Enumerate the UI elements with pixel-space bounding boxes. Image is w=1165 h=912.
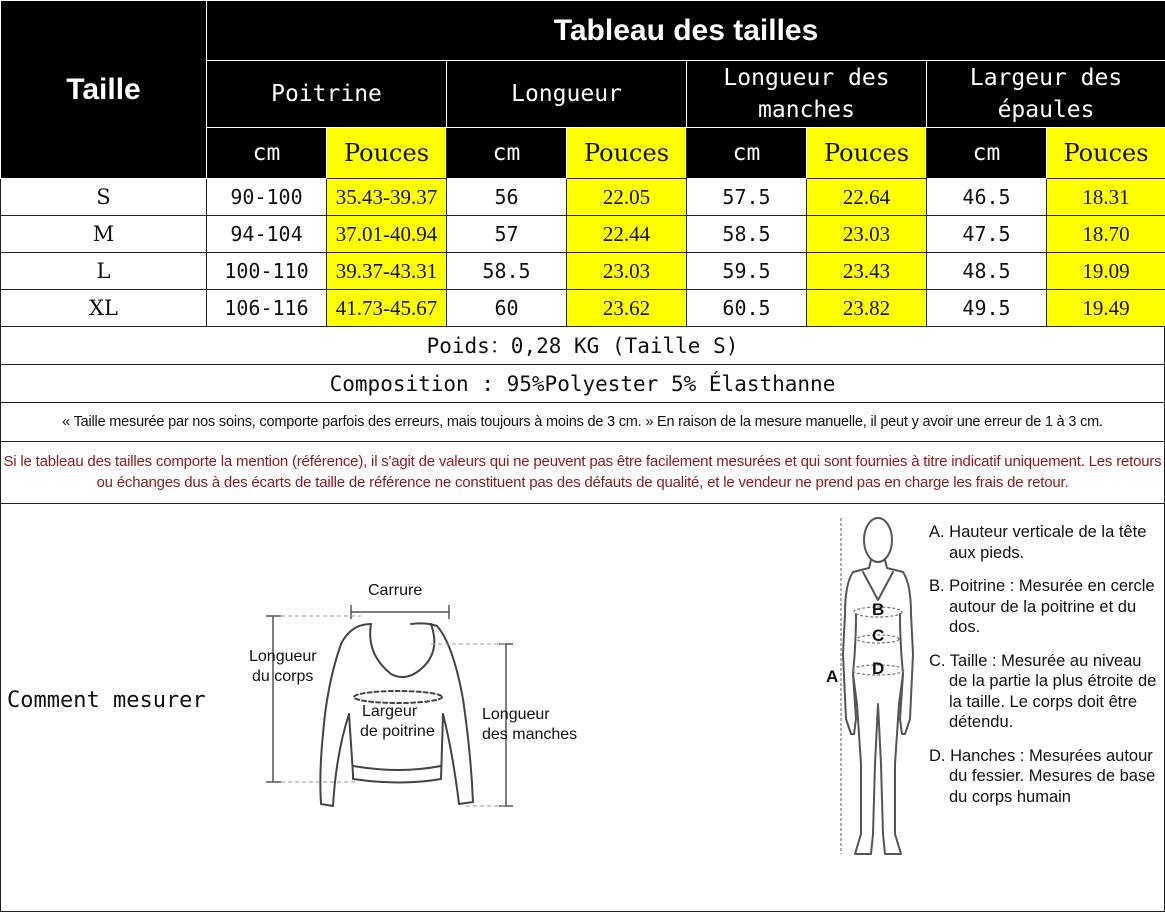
table-row [1, 290, 1165, 327]
sleeve-cm-cell: 60.5 [687, 290, 807, 327]
sleeve-inch-cell: 22.64 [807, 179, 927, 216]
shoulder-inch-cell: 19.49 [1047, 290, 1165, 327]
length-inch-cell: 23.03 [567, 253, 687, 290]
shoulder-cm-cell: 47.5 [927, 216, 1047, 253]
shoulder-cm-cell: 46.5 [927, 179, 1047, 216]
unit-inch-header: Pouces [807, 128, 927, 179]
sleeve-cm-cell: 57.5 [687, 179, 807, 216]
unit-inch-header: Pouces [327, 128, 447, 179]
definition-hips: D. Hanches : Mesurées autour du fessier. Mesures de base du corps humain [929, 746, 1156, 806]
unit-inch-header: Pouces [567, 128, 687, 179]
chest-inch-cell: 39.37-43.31 [327, 253, 447, 290]
height-marker-a: A [826, 667, 839, 686]
table-title: Tableau des tailles [207, 1, 1165, 61]
how-to-measure-section [0, 504, 1165, 912]
chest-cm-cell: 106-116 [207, 290, 327, 327]
length-inch-cell: 22.44 [567, 216, 687, 253]
chest-cm-cell: 94-104 [207, 216, 327, 253]
shoulder-inch-cell: 18.70 [1047, 216, 1165, 253]
unit-cm-header: cm [927, 128, 1047, 179]
hip-marker-d: D [872, 659, 885, 678]
chest-cm-cell: 100-110 [207, 253, 327, 290]
waist-marker-c: C [872, 626, 885, 645]
shoulder-cm-cell: 49.5 [927, 290, 1047, 327]
group-header-length: Longueur [447, 61, 687, 128]
size-table [0, 0, 1165, 327]
chest-inch-cell: 41.73-45.67 [327, 290, 447, 327]
disclaimer-note: Si le tableau des tailles comporte la mention (référence), il s'agit de valeurs qui ne peuvent pas être facilement mesurées et qui sont fournies à titre indicatif uniquement. Les retours ou échanges dus à des écarts de taille de référence ne constituent pas des défauts de qualité, et le vendeur ne prend pas en charge les frais de retour. [0, 442, 1165, 504]
chest-inch-cell: 37.01-40.94 [327, 216, 447, 253]
sleeve-cm-cell: 59.5 [687, 253, 807, 290]
shoulder-cm-cell: 48.5 [927, 253, 1047, 290]
size-cell: XL [1, 290, 207, 327]
weight-line: Poids：0,28 KG (Taille S) [0, 327, 1165, 365]
shoulder-inch-cell: 19.09 [1047, 253, 1165, 290]
body-silhouette-icon [843, 518, 913, 854]
length-cm-cell: 58.5 [447, 253, 567, 290]
sleeve-cm-cell: 58.5 [687, 216, 807, 253]
size-cell: S [1, 179, 207, 216]
length-inch-cell: 22.05 [567, 179, 687, 216]
sleeve-length-label-line2: des manches [482, 726, 578, 743]
definition-height: A. Hauteur verticale de la tête aux pieds. [929, 523, 1147, 562]
body-length-label-line1: Longueur [249, 648, 317, 665]
chest-cm-cell: 90-100 [207, 179, 327, 216]
unit-inch-header: Pouces [1047, 128, 1165, 179]
how-to-measure-label: Comment mesurer [7, 688, 206, 713]
length-cm-cell: 60 [447, 290, 567, 327]
unit-cm-header: cm [687, 128, 807, 179]
measurement-definitions [929, 522, 1161, 820]
yoke-label: Carrure [368, 582, 423, 599]
sleeve-inch-cell: 23.03 [807, 216, 927, 253]
chest-marker-b: B [872, 600, 885, 619]
group-header-sleeve: Longueur des manches [687, 61, 927, 128]
table-row [1, 179, 1165, 216]
definition-chest: B. Poitrine : Mesurée en cercle autour de la poitrine et du dos. [929, 577, 1155, 636]
size-column-header: Taille [1, 1, 207, 179]
measurement-note: « Taille mesurée par nos soins, comporte parfois des erreurs, mais toujours à moins de 3 cm. » En raison de la mesure manuelle, il peut y avoir une erreur de 1 à 3 cm. [0, 403, 1165, 442]
body-length-label-line2: du corps [252, 668, 314, 685]
length-inch-cell: 23.62 [567, 290, 687, 327]
garment-diagram [1, 504, 921, 912]
unit-cm-header: cm [447, 128, 567, 179]
chest-inch-cell: 35.43-39.37 [327, 179, 447, 216]
chest-width-label-line1: Largeur [362, 703, 418, 720]
size-cell: M [1, 216, 207, 253]
sleeve-length-label-line1: Longueur [482, 706, 550, 723]
sleeve-inch-cell: 23.43 [807, 253, 927, 290]
group-header-chest: Poitrine [207, 61, 447, 128]
length-cm-cell: 56 [447, 179, 567, 216]
length-cm-cell: 57 [447, 216, 567, 253]
sleeve-inch-cell: 23.82 [807, 290, 927, 327]
table-row [1, 216, 1165, 253]
composition-line: Composition : 95%Polyester 5% Élasthanne [0, 365, 1165, 403]
size-cell: L [1, 253, 207, 290]
definition-waist: C. Taille : Mesurée au niveau de la partie la plus étroite de la taille. Le corps doit être détendu. [929, 651, 1157, 731]
shoulder-inch-cell: 18.31 [1047, 179, 1165, 216]
chest-width-label-line2: de poitrine [360, 723, 435, 740]
unit-cm-header: cm [207, 128, 327, 179]
table-row [1, 253, 1165, 290]
group-header-shoulder: Largeur des épaules [927, 61, 1165, 128]
